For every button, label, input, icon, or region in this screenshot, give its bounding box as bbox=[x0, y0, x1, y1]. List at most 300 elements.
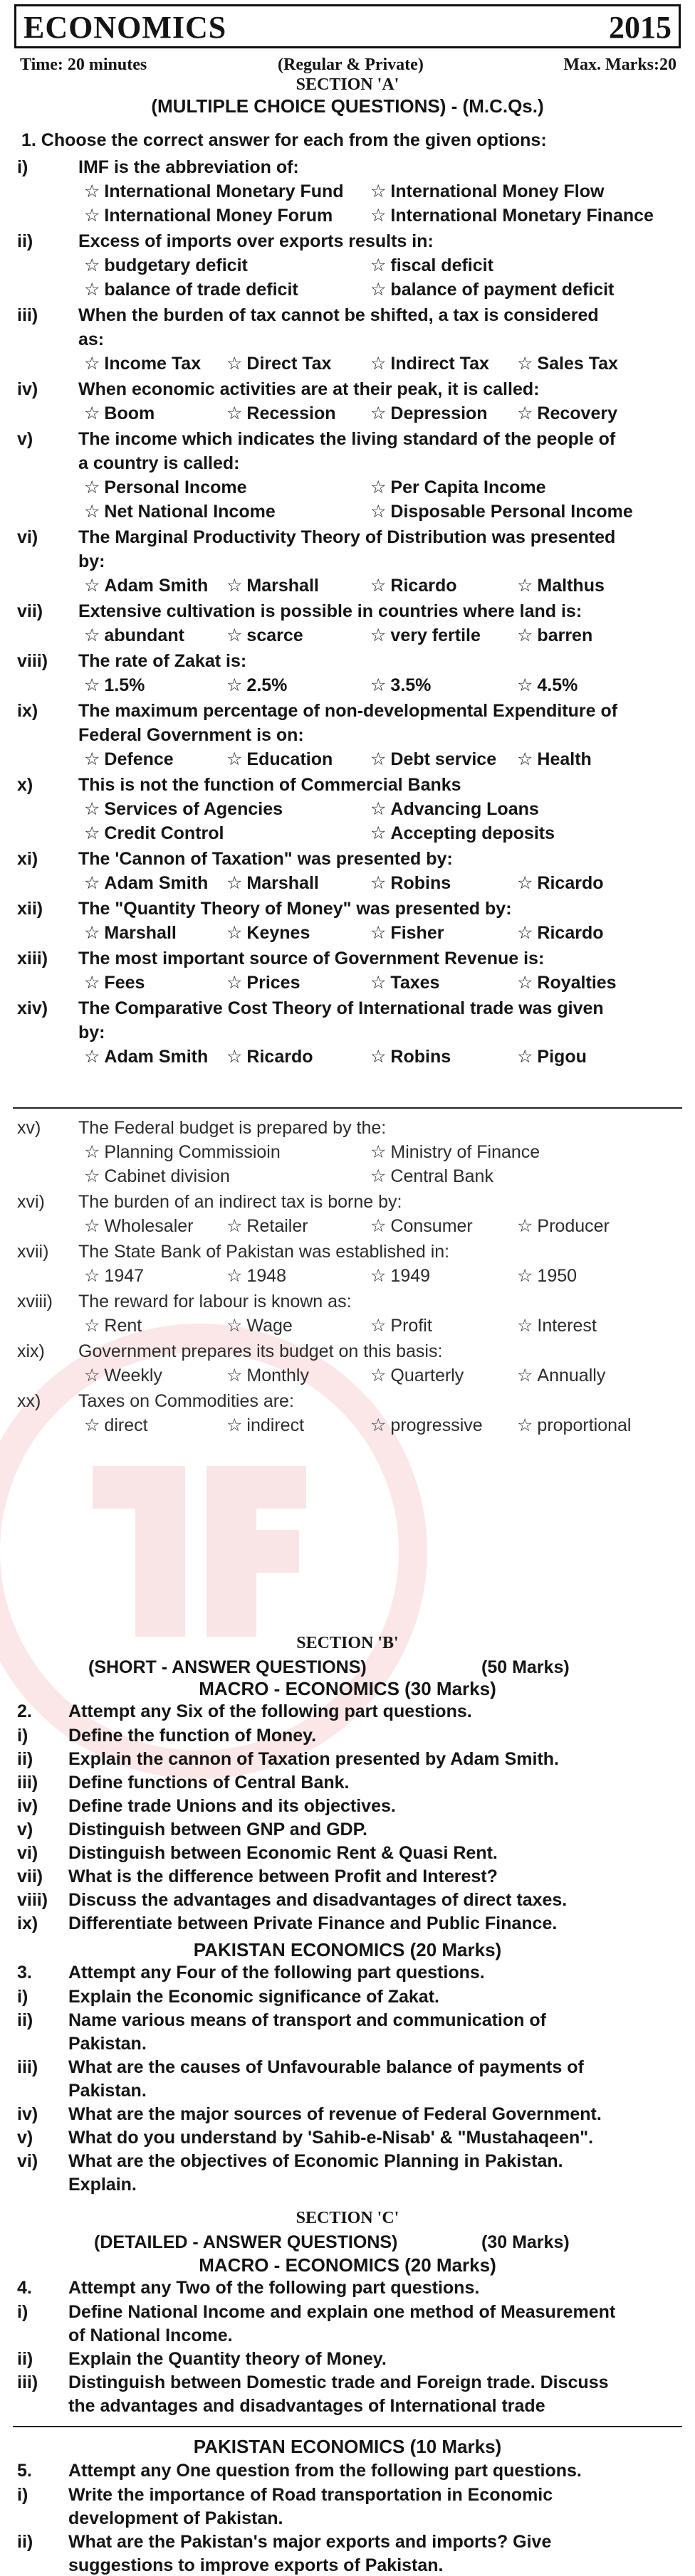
short-question-number: vi) bbox=[17, 1843, 38, 1863]
mcq-option bbox=[370, 749, 496, 770]
star-outline-icon: ☆ bbox=[84, 1415, 100, 1435]
star-outline-icon: ☆ bbox=[226, 1415, 243, 1435]
mcq-option-label: Robins bbox=[390, 873, 451, 893]
star-outline-icon: ☆ bbox=[84, 206, 100, 226]
mcq-option bbox=[370, 1215, 473, 1237]
short-question-text: Pakistan. bbox=[68, 2081, 147, 2101]
star-outline-icon: ☆ bbox=[84, 1366, 100, 1385]
mcq-option-label: Malthus bbox=[537, 576, 605, 596]
mcq-question-text: When economic activities are at their peak, it is called: bbox=[78, 379, 540, 399]
mcq-option-label: Adam Smith bbox=[104, 576, 209, 596]
star-outline-icon: ☆ bbox=[370, 823, 387, 843]
mcq-number: xii) bbox=[17, 899, 43, 919]
star-outline-icon: ☆ bbox=[517, 749, 533, 769]
short-question-text: Define trade Unions and its objectives. bbox=[68, 1796, 396, 1816]
mcq-option-label: Ricardo bbox=[537, 873, 604, 893]
subject-title: ECONOMICS bbox=[23, 10, 227, 45]
star-outline-icon: ☆ bbox=[84, 923, 100, 943]
mcq-option-label: International Monetary Fund bbox=[104, 181, 344, 201]
mcq-option-label: indirect bbox=[246, 1415, 305, 1435]
star-outline-icon: ☆ bbox=[226, 354, 243, 374]
star-outline-icon: ☆ bbox=[517, 1366, 533, 1385]
short-question-number: i) bbox=[17, 1987, 28, 2007]
question-2-number: 2. bbox=[17, 1701, 32, 1721]
star-outline-icon: ☆ bbox=[517, 1266, 533, 1286]
mcq-option bbox=[84, 1046, 208, 1067]
mcq-option-label: 4.5% bbox=[537, 675, 578, 695]
mcq-option-label: Cabinet division bbox=[104, 1166, 230, 1186]
question-2-instruction: Attempt any Six of the following part questions. bbox=[68, 1701, 472, 1721]
long-question-text: development of Pakistan. bbox=[68, 2508, 283, 2528]
mcq-option-label: Annually bbox=[537, 1366, 606, 1385]
mcq-option bbox=[370, 477, 546, 498]
star-outline-icon: ☆ bbox=[370, 1047, 387, 1067]
mcq-question-text: When the burden of tax cannot be shifted, a tax is considered bbox=[78, 305, 599, 325]
mcq-option bbox=[517, 353, 618, 374]
mcq-option bbox=[370, 353, 489, 374]
mcq-question-text: Extensive cultivation is possible in countries where land is: bbox=[78, 601, 582, 621]
mcq-option-label: Profit bbox=[390, 1316, 432, 1336]
short-question-number: iii) bbox=[17, 1773, 38, 1793]
star-outline-icon: ☆ bbox=[517, 1316, 533, 1336]
mcq-option-label: Marshall bbox=[246, 576, 319, 596]
short-question-number: vi) bbox=[17, 2151, 38, 2171]
question-4-number: 4. bbox=[17, 2278, 32, 2298]
long-question-text: Explain the Quantity theory of Money. bbox=[68, 2349, 387, 2369]
mcq-option bbox=[84, 1141, 281, 1163]
mcq-option-label: Ministry of Finance bbox=[390, 1142, 540, 1162]
mcq-question-text: The rate of Zakat is: bbox=[78, 651, 247, 671]
mcq-option-label: Keynes bbox=[246, 923, 310, 943]
mcq-option bbox=[370, 501, 633, 522]
mcq-option-label: 1947 bbox=[104, 1266, 145, 1286]
star-outline-icon: ☆ bbox=[84, 1047, 100, 1067]
mcq-option bbox=[84, 972, 145, 993]
mcq-question-text: as: bbox=[78, 329, 105, 349]
long-question-text: the advantages and disadvantages of International trade bbox=[68, 2396, 545, 2416]
mcq-question-text: The State Bank of Pakistan was established in: bbox=[78, 1242, 450, 1262]
mcq-option-label: Fisher bbox=[390, 923, 444, 943]
mcq-option-label: International Money Forum bbox=[104, 206, 333, 226]
mcq-option bbox=[517, 575, 605, 596]
short-question-text: Discuss the advantages and disadvantages of direct taxes. bbox=[68, 1890, 568, 1910]
section-c-title: SECTION 'C' bbox=[296, 2209, 399, 2227]
star-outline-icon: ☆ bbox=[370, 873, 387, 893]
star-outline-icon: ☆ bbox=[517, 1216, 533, 1236]
star-outline-icon: ☆ bbox=[84, 625, 100, 645]
mcq-option-label: Education bbox=[246, 749, 333, 769]
mode-label: (Regular & Private) bbox=[278, 56, 424, 74]
mcq-number: viii) bbox=[17, 651, 48, 671]
star-outline-icon: ☆ bbox=[370, 354, 387, 374]
mcq-number: iv) bbox=[17, 379, 38, 399]
star-outline-icon: ☆ bbox=[517, 973, 533, 993]
short-question-text: What are the objectives of Economic Planning in Pakistan. bbox=[68, 2151, 563, 2171]
mcq-option-label: Consumer bbox=[390, 1216, 473, 1236]
mcq-option bbox=[370, 922, 444, 944]
mcq-option bbox=[517, 749, 592, 770]
mcq-option-label: Personal Income bbox=[104, 477, 247, 497]
star-outline-icon: ☆ bbox=[84, 1216, 100, 1236]
mcq-option bbox=[517, 1415, 631, 1436]
mcq-question-text: The reward for labour is known as: bbox=[78, 1292, 352, 1311]
star-outline-icon: ☆ bbox=[517, 625, 533, 645]
mcq-option bbox=[517, 972, 617, 993]
mcq-option bbox=[226, 1215, 308, 1237]
section-c-marks: (30 Marks) bbox=[481, 2232, 570, 2252]
mcq-option-label: Services of Agencies bbox=[104, 799, 283, 819]
star-outline-icon: ☆ bbox=[84, 1166, 100, 1186]
mcq-option-label: Taxes bbox=[390, 973, 440, 993]
mcq-option-label: Accepting deposits bbox=[390, 823, 555, 843]
mcq-option-label: 1.5% bbox=[104, 675, 145, 695]
mcq-option bbox=[84, 675, 145, 696]
star-outline-icon: ☆ bbox=[84, 1142, 100, 1162]
mcq-option-label: Fees bbox=[104, 973, 145, 993]
mcq-question-text: This is not the function of Commercial Banks bbox=[78, 775, 461, 795]
short-question-text: Distinguish between GNP and GDP. bbox=[68, 1820, 367, 1839]
mcq-option bbox=[370, 575, 457, 596]
short-question-text: What are the major sources of revenue of Federal Government. bbox=[68, 2104, 602, 2124]
mcq-option bbox=[370, 823, 555, 844]
mcq-option bbox=[370, 255, 493, 276]
mcq-option bbox=[84, 279, 298, 300]
mcq-option-label: budgetary deficit bbox=[104, 255, 248, 275]
mcq-option-label: very fertile bbox=[390, 625, 481, 645]
star-outline-icon: ☆ bbox=[226, 1047, 243, 1067]
mcq-option bbox=[517, 403, 617, 424]
star-outline-icon: ☆ bbox=[84, 973, 100, 993]
question-3-instruction: Attempt any Four of the following part questions. bbox=[68, 1963, 485, 1983]
star-outline-icon: ☆ bbox=[517, 403, 533, 423]
mcq-question-text: The Comparative Cost Theory of International trade was given bbox=[78, 998, 604, 1018]
section-b-macro-title: MACRO - ECONOMICS (30 Marks) bbox=[199, 1678, 496, 1699]
star-outline-icon: ☆ bbox=[370, 799, 387, 819]
mcq-option bbox=[370, 205, 654, 226]
star-outline-icon: ☆ bbox=[370, 255, 387, 275]
star-outline-icon: ☆ bbox=[84, 873, 100, 893]
mcq-option bbox=[84, 625, 184, 646]
star-outline-icon: ☆ bbox=[517, 923, 533, 943]
mcq-option bbox=[370, 1315, 432, 1336]
mcq-option-label: barren bbox=[537, 625, 593, 645]
mcq-option bbox=[84, 1215, 193, 1237]
star-outline-icon: ☆ bbox=[84, 799, 100, 819]
star-outline-icon: ☆ bbox=[517, 354, 533, 374]
mcq-option-label: Depression bbox=[390, 403, 488, 423]
mcq-question-text: a country is called: bbox=[78, 453, 240, 473]
mcq-option-label: balance of trade deficit bbox=[104, 280, 298, 300]
star-outline-icon: ☆ bbox=[226, 749, 243, 769]
mcq-option-label: Per Capita Income bbox=[390, 477, 546, 497]
question-5-instruction: Attempt any One question from the following part questions. bbox=[68, 2461, 582, 2481]
short-question-text: Define functions of Central Bank. bbox=[68, 1773, 350, 1793]
mcq-option bbox=[370, 972, 439, 993]
mcq-option bbox=[370, 1365, 464, 1386]
mcq-option bbox=[84, 1365, 162, 1386]
mcq-number: xiv) bbox=[17, 998, 48, 1018]
short-question-number: ix) bbox=[17, 1913, 38, 1933]
section-a-title: SECTION 'A' bbox=[296, 75, 399, 94]
mcq-option-label: Robins bbox=[390, 1047, 451, 1067]
short-question-number: v) bbox=[17, 1820, 33, 1839]
star-outline-icon: ☆ bbox=[370, 1266, 387, 1286]
mcq-option-label: Weekly bbox=[104, 1366, 162, 1385]
mcq-option bbox=[370, 1265, 430, 1287]
short-question-text: What is the difference between Profit and Interest? bbox=[68, 1867, 498, 1886]
mcq-number: vii) bbox=[17, 601, 43, 621]
mcq-option-label: Net National Income bbox=[104, 502, 276, 522]
short-question-text: Explain the cannon of Taxation presented by Adam Smith. bbox=[68, 1749, 559, 1769]
short-question-number: iii) bbox=[17, 2057, 38, 2077]
long-question-text: Define National Income and explain one method of Measurement bbox=[68, 2302, 616, 2322]
short-question-text: Define the function of Money. bbox=[68, 1726, 317, 1746]
star-outline-icon: ☆ bbox=[370, 923, 387, 943]
mcq-option bbox=[226, 1265, 286, 1287]
star-outline-icon: ☆ bbox=[370, 1415, 387, 1435]
section-b-marks: (50 Marks) bbox=[481, 1657, 570, 1677]
mcq-number: xv) bbox=[17, 1118, 41, 1138]
star-outline-icon: ☆ bbox=[370, 973, 387, 993]
mcq-option bbox=[84, 575, 208, 596]
mcq-option bbox=[226, 675, 287, 696]
mcq-option bbox=[84, 205, 333, 226]
mcq-option-label: Boom bbox=[104, 403, 155, 423]
star-outline-icon: ☆ bbox=[226, 973, 243, 993]
star-outline-icon: ☆ bbox=[370, 1316, 387, 1336]
mcq-instruction: 1. Choose the correct answer for each from the given options: bbox=[21, 130, 547, 150]
mcq-option-label: Monthly bbox=[246, 1366, 309, 1385]
star-outline-icon: ☆ bbox=[84, 1316, 100, 1336]
section-b-title: SECTION 'B' bbox=[296, 1634, 399, 1652]
mcq-option bbox=[226, 1046, 313, 1067]
mcq-number: xix) bbox=[17, 1341, 45, 1361]
star-outline-icon: ☆ bbox=[370, 280, 387, 300]
long-question-number: i) bbox=[17, 2485, 28, 2505]
mcq-option-label: Indirect Tax bbox=[390, 354, 489, 374]
mcq-option-label: Interest bbox=[537, 1316, 597, 1336]
mcq-option bbox=[370, 675, 431, 696]
mcq-option-label: Sales Tax bbox=[537, 354, 618, 374]
mcq-option bbox=[370, 625, 481, 646]
mcq-option-label: Defence bbox=[104, 749, 174, 769]
star-outline-icon: ☆ bbox=[370, 477, 387, 497]
mcq-option bbox=[84, 181, 344, 202]
mcq-option-label: Disposable Personal Income bbox=[390, 502, 633, 522]
mcq-option-label: abundant bbox=[104, 625, 184, 645]
short-question-number: iv) bbox=[17, 1796, 38, 1816]
mcq-number: i) bbox=[17, 157, 28, 177]
mcq-option bbox=[84, 922, 177, 944]
mcq-option bbox=[84, 353, 201, 374]
mcq-option-label: International Money Flow bbox=[390, 181, 605, 201]
mcq-option bbox=[84, 501, 276, 522]
mcq-question-text: The 'Cannon of Taxation" was presented by: bbox=[78, 849, 453, 869]
mcq-option-label: proportional bbox=[537, 1415, 632, 1435]
long-question-text: What are the Pakistan's major exports and imports? Give bbox=[68, 2532, 552, 2552]
mcq-option-label: Quarterly bbox=[390, 1366, 464, 1385]
star-outline-icon: ☆ bbox=[370, 675, 387, 695]
mcq-option bbox=[226, 625, 303, 646]
mcq-option bbox=[226, 353, 331, 374]
star-outline-icon: ☆ bbox=[517, 873, 533, 893]
section-c-subtitle: (DETAILED - ANSWER QUESTIONS) bbox=[94, 2232, 398, 2252]
mcq-question-text: by: bbox=[78, 1023, 105, 1042]
mcq-number: x) bbox=[17, 775, 33, 795]
mcq-option bbox=[84, 872, 208, 894]
star-outline-icon: ☆ bbox=[226, 923, 243, 943]
section-a-subtitle: (MULTIPLE CHOICE QUESTIONS) - (M.C.Qs.) bbox=[151, 95, 544, 117]
short-question-number: i) bbox=[17, 1726, 28, 1746]
mcq-question-text: Federal Government is on: bbox=[78, 725, 304, 745]
star-outline-icon: ☆ bbox=[226, 625, 243, 645]
star-outline-icon: ☆ bbox=[84, 403, 100, 423]
mcq-option bbox=[517, 1215, 610, 1237]
section-c-pak-title: PAKISTAN ECONOMICS (10 Marks) bbox=[193, 2436, 502, 2457]
mcq-option bbox=[370, 798, 539, 820]
star-outline-icon: ☆ bbox=[84, 255, 100, 275]
mcq-option-label: balance of payment deficit bbox=[390, 280, 615, 300]
star-outline-icon: ☆ bbox=[517, 675, 533, 695]
mcq-option bbox=[370, 872, 451, 894]
star-outline-icon: ☆ bbox=[517, 1047, 533, 1067]
mcq-option-label: Producer bbox=[537, 1216, 610, 1236]
mcq-option-label: 1949 bbox=[390, 1266, 431, 1286]
mcq-number: iii) bbox=[17, 305, 38, 325]
mcq-option bbox=[370, 1141, 540, 1163]
mcq-question-text: Government prepares its budget on this basis: bbox=[78, 1341, 443, 1361]
mcq-option-label: Health bbox=[537, 749, 592, 769]
mcq-option bbox=[84, 477, 247, 498]
mcq-option-label: 3.5% bbox=[390, 675, 432, 695]
mcq-option bbox=[84, 1415, 148, 1436]
star-outline-icon: ☆ bbox=[370, 1366, 387, 1385]
mcq-option-label: fiscal deficit bbox=[390, 255, 493, 275]
star-outline-icon: ☆ bbox=[84, 1266, 100, 1286]
question-5-number: 5. bbox=[17, 2461, 32, 2481]
mcq-option bbox=[226, 1415, 304, 1436]
mcq-option-label: Rent bbox=[104, 1316, 142, 1336]
mcq-option bbox=[517, 1315, 597, 1336]
star-outline-icon: ☆ bbox=[84, 576, 100, 596]
long-question-number: i) bbox=[17, 2302, 28, 2322]
section-c-macro-title: MACRO - ECONOMICS (20 Marks) bbox=[199, 2254, 496, 2276]
question-4-instruction: Attempt any Two of the following part questions. bbox=[68, 2278, 480, 2298]
mcq-option-label: Ricardo bbox=[537, 923, 604, 943]
mcq-option bbox=[517, 872, 604, 894]
mcq-question-text: IMF is the abbreviation of: bbox=[78, 157, 299, 177]
mcq-option-label: Marshall bbox=[246, 873, 319, 893]
mcq-question-text: The Marginal Productivity Theory of Distribution was presented bbox=[78, 527, 616, 547]
long-question-text: Write the importance of Road transportation in Economic bbox=[68, 2485, 553, 2505]
mcq-number: xviii) bbox=[17, 1292, 53, 1311]
mcq-question-text: The income which indicates the living standard of the people of bbox=[78, 429, 616, 449]
short-question-number: viii) bbox=[17, 1890, 48, 1910]
title-bar bbox=[14, 4, 681, 48]
mcq-option bbox=[84, 1166, 230, 1187]
mcq-option-label: progressive bbox=[390, 1415, 483, 1435]
star-outline-icon: ☆ bbox=[226, 675, 243, 695]
star-outline-icon: ☆ bbox=[370, 749, 387, 769]
star-outline-icon: ☆ bbox=[517, 1415, 533, 1435]
star-outline-icon: ☆ bbox=[370, 1142, 387, 1162]
short-question-text: Explain. bbox=[68, 2175, 137, 2195]
short-question-number: ii) bbox=[17, 1749, 33, 1769]
star-outline-icon: ☆ bbox=[370, 1216, 387, 1236]
mcq-option bbox=[517, 675, 578, 696]
mcq-option-label: Adam Smith bbox=[104, 873, 209, 893]
max-marks-label: Max. Marks:20 bbox=[563, 56, 676, 74]
mcq-option bbox=[370, 1415, 483, 1436]
mcq-number: xvi) bbox=[17, 1192, 45, 1212]
mcq-option-label: direct bbox=[104, 1415, 148, 1435]
mcq-question-text: The Federal budget is prepared by the: bbox=[78, 1118, 387, 1138]
star-outline-icon: ☆ bbox=[517, 576, 533, 596]
long-question-text: of National Income. bbox=[68, 2326, 233, 2345]
short-question-text: Distinguish between Economic Rent & Quasi Rent. bbox=[68, 1843, 498, 1863]
mcq-option-label: International Monetary Finance bbox=[390, 206, 654, 226]
star-outline-icon: ☆ bbox=[84, 280, 100, 300]
star-outline-icon: ☆ bbox=[370, 206, 387, 226]
mcq-option bbox=[517, 1046, 587, 1067]
star-outline-icon: ☆ bbox=[370, 181, 387, 201]
mcq-option-label: Income Tax bbox=[104, 354, 202, 374]
star-outline-icon: ☆ bbox=[84, 749, 100, 769]
mcq-option bbox=[226, 872, 319, 894]
mcq-number: vi) bbox=[17, 527, 38, 547]
mcq-option-label: 1948 bbox=[246, 1266, 287, 1286]
star-outline-icon: ☆ bbox=[226, 873, 243, 893]
star-outline-icon: ☆ bbox=[370, 625, 387, 645]
star-outline-icon: ☆ bbox=[370, 576, 387, 596]
section-b-subtitle: (SHORT - ANSWER QUESTIONS) bbox=[88, 1657, 367, 1677]
short-question-text: What do you understand by 'Sahib-e-Nisab' & "Mustahaqeen". bbox=[68, 2128, 594, 2148]
page-divider bbox=[13, 1107, 682, 1109]
star-outline-icon: ☆ bbox=[226, 403, 243, 423]
star-outline-icon: ☆ bbox=[84, 181, 100, 201]
star-outline-icon: ☆ bbox=[84, 477, 100, 497]
mcq-option bbox=[226, 575, 319, 596]
section-b-pak-title: PAKISTAN ECONOMICS (20 Marks) bbox=[193, 1939, 502, 1960]
mcq-option-label: Direct Tax bbox=[246, 354, 332, 374]
star-outline-icon: ☆ bbox=[226, 1266, 243, 1286]
mcq-option bbox=[84, 1315, 142, 1336]
mcq-option bbox=[226, 972, 300, 993]
mcq-option-label: 2.5% bbox=[246, 675, 288, 695]
mcq-option bbox=[84, 1265, 144, 1287]
star-outline-icon: ☆ bbox=[370, 403, 387, 423]
mcq-option bbox=[84, 749, 174, 770]
mcq-option bbox=[517, 1265, 577, 1287]
star-outline-icon: ☆ bbox=[84, 823, 100, 843]
short-question-number: v) bbox=[17, 2128, 33, 2148]
mcq-question-text: The maximum percentage of non-developmental Expenditure of bbox=[78, 701, 618, 721]
mcq-option-label: Wholesaler bbox=[104, 1216, 194, 1236]
mcq-option bbox=[517, 922, 604, 944]
long-question-number: ii) bbox=[17, 2532, 33, 2552]
mcq-option bbox=[226, 1315, 293, 1336]
mcq-option bbox=[84, 255, 248, 276]
mcq-option bbox=[226, 1365, 309, 1386]
long-question-number: iii) bbox=[17, 2372, 38, 2392]
mcq-option-label: scarce bbox=[246, 625, 303, 645]
long-question-text: suggestions to improve exports of Pakistan. bbox=[68, 2555, 444, 2575]
long-question-number: ii) bbox=[17, 2349, 33, 2369]
mcq-option bbox=[517, 1365, 605, 1386]
mcq-number: xx) bbox=[17, 1391, 41, 1411]
mcq-option bbox=[370, 181, 604, 202]
mcq-option-label: Marshall bbox=[104, 923, 177, 943]
